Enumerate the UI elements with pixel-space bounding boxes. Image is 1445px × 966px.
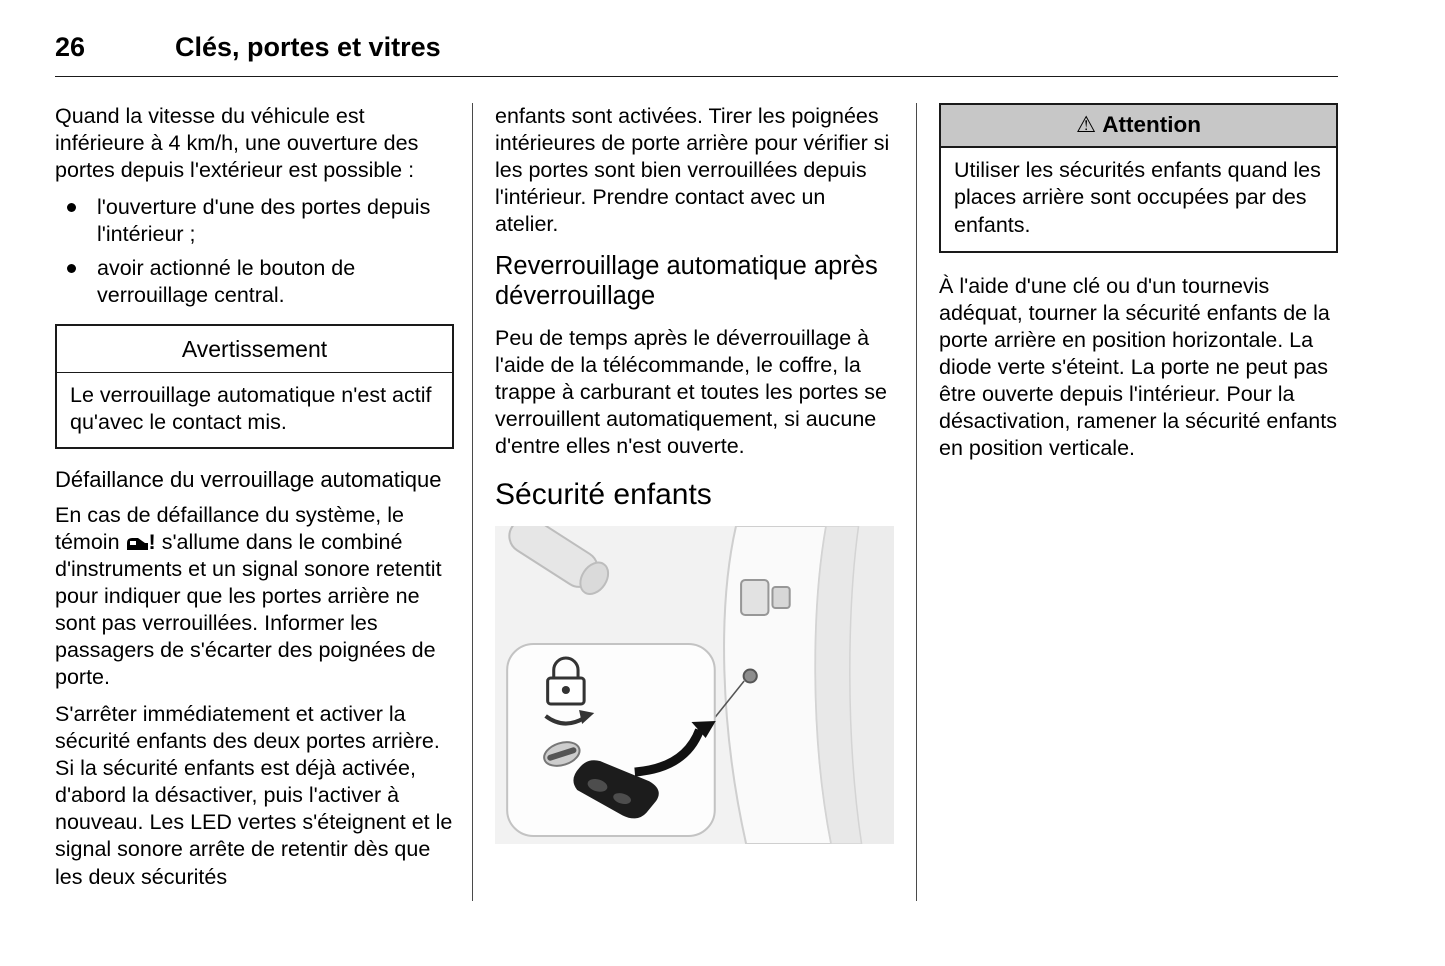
attention-body: Utiliser les sécurités enfants quand les places arrière sont occupées par des enfants. [954, 158, 1321, 237]
intro-paragraph: Quand la vitesse du véhicule est inférieure à 4 km/h, une ouverture des portes depuis l'extérieur est possible : [55, 104, 419, 183]
stop-and-activate-paragraph: S'arrêter immédiatement et activer la sécurité enfants des deux portes arrière. Si la sécurité enfants est déjà activée, d'abord la désactiver, puis l'activer à nouveau. Les LED vertes s'éteignent et le signal sonore arrête de retentir dès que les deux sécurités [55, 702, 453, 889]
text-after-icon: s'allume dans le combiné d'instruments et un signal sonore retentit pour indiquer que les portes arrière ne sont pas verrouillées. Informer les passagers de s'écarter des poignées de porte. [55, 529, 442, 689]
avertissement-body: Le verrouillage automatique n'est actif qu'avec le contact mis. [70, 382, 432, 434]
continuation-paragraph: enfants sont activées. Tirer les poignées intérieures de porte arrière pour vérifier si les portes sont bien verrouillées depuis l'intérieur. Prendre contact avec un atelier. [495, 104, 890, 237]
chapter-title: Clés, portes et vitres [175, 32, 441, 62]
attention-title [941, 105, 1336, 148]
child-lock-illustration [495, 526, 894, 844]
page-content [55, 77, 1338, 901]
column-1 [55, 103, 472, 901]
attention-title-text: Attention [1102, 112, 1201, 138]
relock-paragraph: Peu de temps après le déverrouillage à l'aide de la télécommande, le coffre, la trappe à carburant et toutes les portes se verrouillent automatiquement, si aucune d'entre elles n'est ouverte. [495, 326, 888, 459]
page-number: 26 [55, 32, 86, 62]
child-lock-instructions: À l'aide d'une clé ou d'un tournevis adéquat, tourner la sécurité enfants de la porte arrière en position horizontale. La diode verte s'éteint. La porte ne peut pas être ouverte depuis l'intérieur. Pour la désactivation, ramener la sécurité enfants en position verticale. [939, 273, 1337, 461]
page-header [55, 30, 1338, 77]
child-lock-bolt [744, 670, 757, 683]
warning-triangle-icon: ⚠ [1076, 112, 1097, 138]
subheading-auto-lock-failure: Défaillance du verrouillage automatique [55, 466, 442, 492]
avertissement-box [55, 324, 454, 449]
heading-auto-relock: Reverrouillage automatique après déverrouillage [495, 252, 878, 311]
column-3 [917, 103, 1338, 901]
list-item: avoir actionné le bouton de verrouillage central. [55, 255, 454, 309]
text-before-icon: En cas de défaillance du système, le témoin [55, 502, 404, 554]
heading-child-safety: Sécurité enfants [495, 478, 712, 512]
list-item: l'ouverture d'une des portes depuis l'intérieur ; [55, 194, 454, 248]
door-ajar-indicator-icon [126, 529, 149, 556]
indicator-exclamation: ! [148, 529, 156, 554]
column-2 [473, 103, 916, 901]
attention-box [939, 103, 1338, 253]
avertissement-title: Avertissement [57, 326, 452, 373]
unlock-conditions-list [55, 194, 454, 309]
failure-paragraph [55, 502, 454, 692]
